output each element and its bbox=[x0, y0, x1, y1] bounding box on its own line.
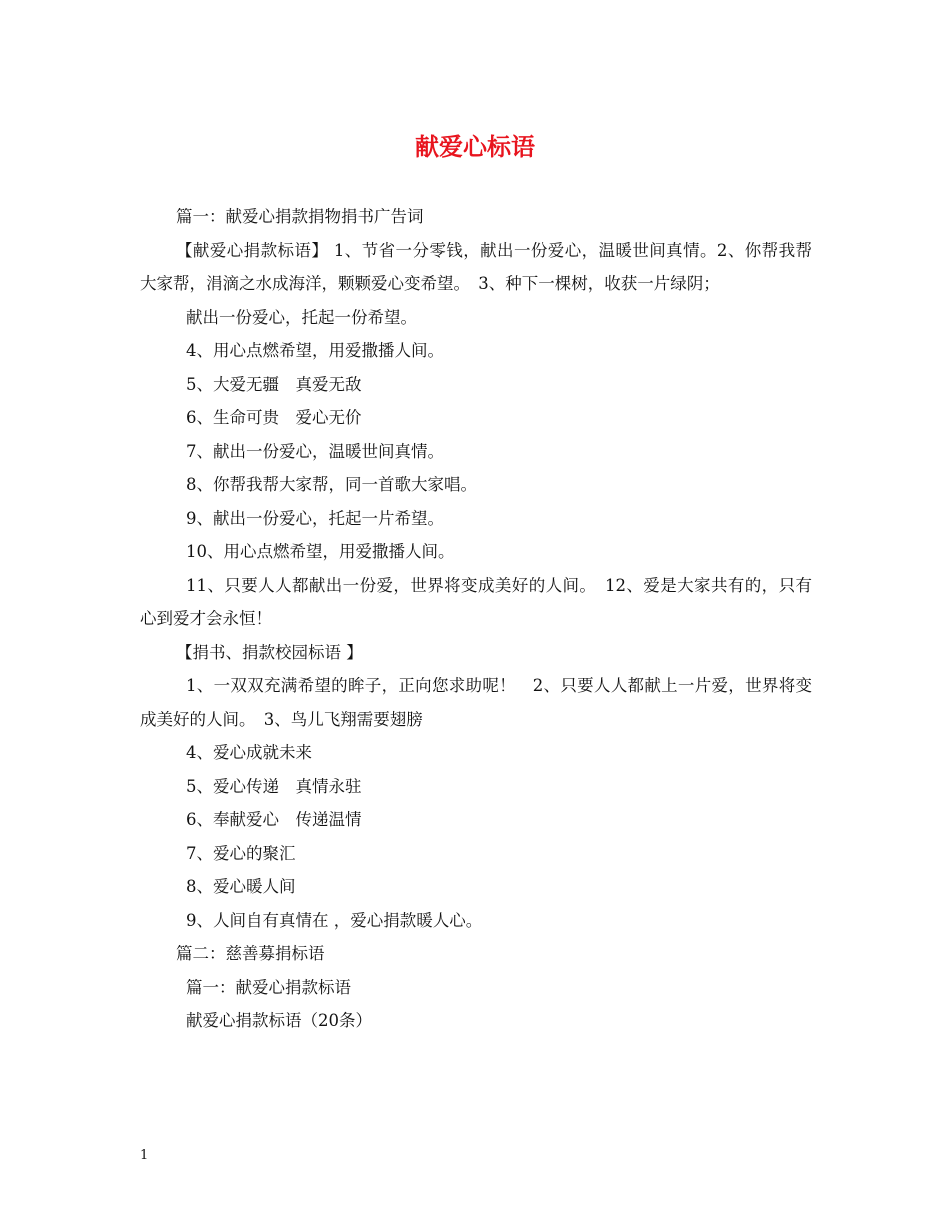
paragraph: 4、用心点燃希望，用爱撒播人间。 bbox=[186, 341, 444, 360]
paragraph: 篇一：献爱心捐款标语 bbox=[186, 977, 351, 997]
paragraph: 7、献出一份爱心，温暖世间真情。 bbox=[186, 441, 444, 461]
paragraph: 献爱心捐款标语（20条） bbox=[186, 1011, 372, 1030]
paragraph: 【捐书、捐款校园标语 】 bbox=[176, 642, 363, 662]
paragraph: 【献爱心捐款标语】 1、节省一分零钱，献出一份爱心，温暖世间真情。2、你帮我帮大家帮，涓滴之水成海洋，颗颗爱心变希望。 3、种下一棵树，收获一片绿阴； bbox=[140, 240, 812, 293]
paragraph: 献出一份爱心，托起一份希望。 bbox=[186, 307, 417, 327]
paragraph: 11、只要人人都献出一份爱，世界将变成美好的人间。 12、爱是大家共有的，只有心到爱才会永恒！ bbox=[140, 575, 812, 628]
paragraph: 9、人间自有真情在 ，爱心捐款暖人心。 bbox=[186, 910, 483, 930]
paragraph: 篇二：慈善募捐标语 bbox=[176, 944, 325, 963]
document-title: 献爱心标语 bbox=[415, 132, 535, 161]
paragraph: 4、爱心成就未来 bbox=[186, 743, 312, 762]
paragraph: 5、大爱无疆 真爱无敌 bbox=[186, 374, 362, 394]
paragraph: 5、爱心传递 真情永驻 bbox=[186, 776, 362, 796]
page-number: 1 bbox=[140, 1148, 149, 1163]
paragraph: 1、一双双充满希望的眸子，正向您求助呢！ 2、只要人人都献上一片爱，世界将变成美好的人间。 3、鸟儿飞翔需要翅膀 bbox=[140, 676, 812, 729]
paragraph: 8、爱心暖人间 bbox=[186, 877, 296, 896]
paragraph: 6、生命可贵 爱心无价 bbox=[186, 408, 362, 427]
paragraph: 9、献出一份爱心，托起一片希望。 bbox=[186, 508, 444, 528]
paragraph: 篇一：献爱心捐款捐物捐书广告词 bbox=[176, 207, 424, 226]
paragraph: 7、爱心的聚汇 bbox=[186, 843, 296, 863]
document-body bbox=[140, 200, 812, 1038]
paragraph: 6、奉献爱心 传递温情 bbox=[186, 810, 362, 829]
paragraph: 10、用心点燃希望，用爱撒播人间。 bbox=[186, 542, 455, 561]
paragraph: 8、你帮我帮大家帮，同一首歌大家唱。 bbox=[186, 475, 477, 494]
